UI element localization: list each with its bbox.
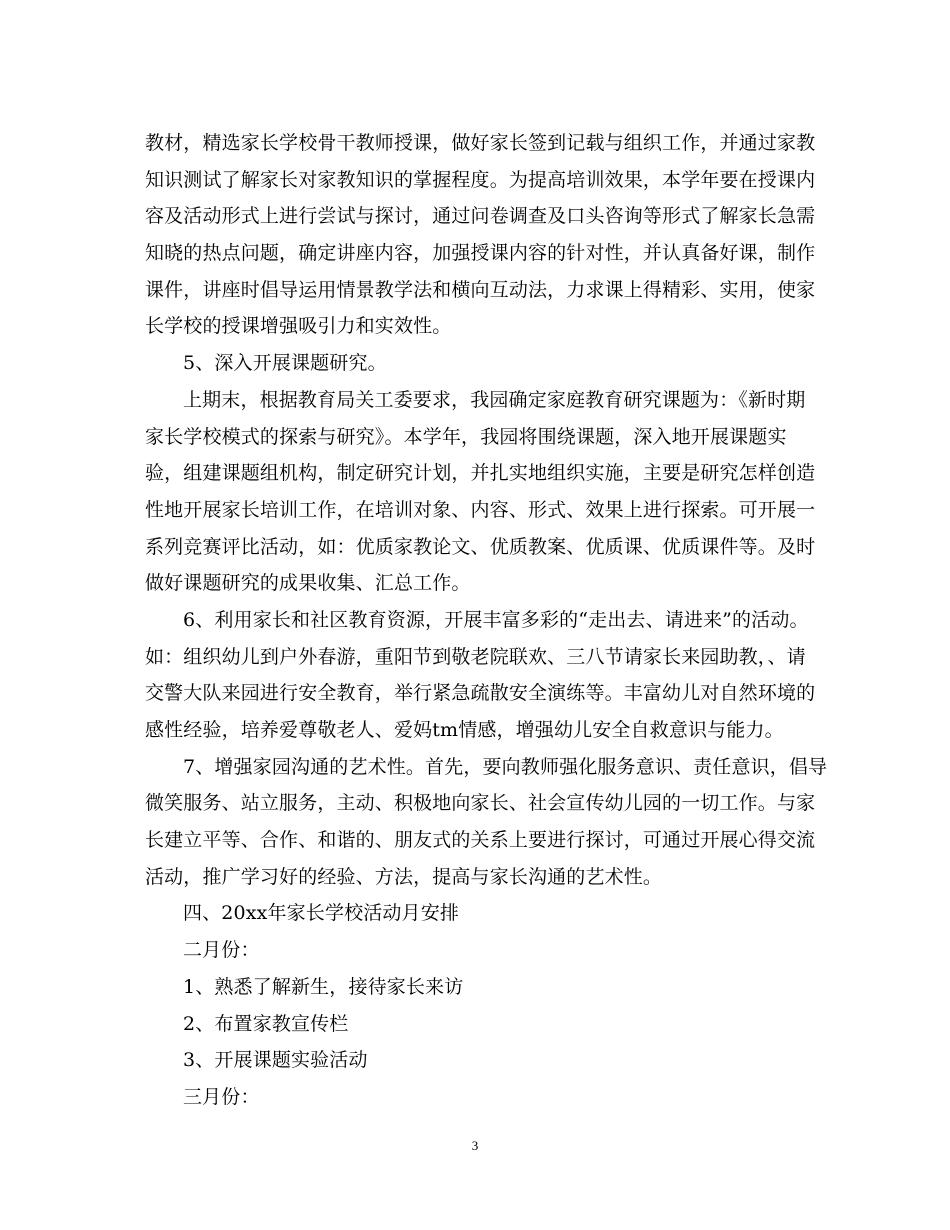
text-line: 容及活动形式上进行尝试与探讨，通过问卷调查及口头咨询等形式了解家长急需 <box>145 205 816 228</box>
text-line: 性地开展家长培训工作，在培训对象、内容、形式、效果上进行探索。可开展一 <box>145 498 816 521</box>
text-line: 感性经验，培养爱尊敬老人、爱妈tm情感，增强幼儿安全自救意识与能力。 <box>145 719 784 741</box>
text-line: 教材，精选家长学校骨干教师授课，做好家长签到记载与组织工作，并通过家教 <box>145 132 816 154</box>
month-heading: 二月份： <box>183 939 260 962</box>
section-heading: 7、增强家园沟通的艺术性。首先，要向教师强化服务意识、责任意识，倡导 <box>183 755 828 778</box>
section-heading: 6、利用家长和社区教育资源，开展丰富多彩的“走出去、请进来”的活动。 <box>183 608 809 631</box>
text-line: 如：组织幼儿到户外春游，重阳节到敬老院联欢、三八节请家长来园助教，、请 <box>145 645 806 668</box>
text-line: 课件，讲座时倡导运用情景教学法和横向互动法，力求课上得精彩、实用，使家 <box>145 278 816 301</box>
text-line: 长学校的授课增强吸引力和实效性。 <box>145 315 452 338</box>
text-line: 微笑服务、站立服务，主动、积极地向家长、社会宣传幼儿园的一切工作。与家 <box>145 792 816 815</box>
text-line: 知晓的热点问题，确定讲座内容，加强授课内容的针对性，并认真备好课，制作 <box>145 242 816 265</box>
month-heading: 三月份： <box>183 1085 260 1108</box>
text-line: 验，组建课题组机构，制定研究计划，并扎实地组织实施，主要是研究怎样创造 <box>145 462 816 485</box>
text-line: 知识测试了解家长对家教知识的掌握程度。为提高培训效果，本学年要在授课内 <box>145 168 816 191</box>
text-line: 系列竞赛评比活动，如：优质家教论文、优质教案、优质课、优质课件等。及时 <box>145 535 816 558</box>
text-line: 长建立平等、合作、和谐的、朋友式的关系上要进行探讨，可通过开展心得交流 <box>145 829 816 852</box>
text-line: 家长学校模式的探索与研究》。本学年，我园将围绕课题，深入地开展课题实 <box>145 425 787 448</box>
page-number: 3 <box>471 1138 479 1153</box>
list-item: 1、熟悉了解新生，接待家长来访 <box>183 975 464 998</box>
document-body <box>145 125 828 1116</box>
list-item: 3、开展课题实验活动 <box>183 1049 368 1072</box>
text-line: 做好课题研究的成果收集、汇总工作。 <box>145 572 471 595</box>
text-line: 活动，推广学习好的经验、方法，提高与家长沟通的艺术性。 <box>145 865 663 888</box>
section-heading: 四、20xx年家长学校活动月安排 <box>183 902 460 925</box>
text-line: 交警大队来园进行安全教育，举行紧急疏散安全演练等。丰富幼儿对自然环境的 <box>145 682 816 705</box>
list-item: 2、布置家教宣传栏 <box>183 1012 349 1035</box>
text-line: 上期末，根据教育局关工委要求，我园确定家庭教育研究课题为：《新时期 <box>183 388 806 411</box>
section-heading: 5、深入开展课题研究。 <box>183 352 387 375</box>
